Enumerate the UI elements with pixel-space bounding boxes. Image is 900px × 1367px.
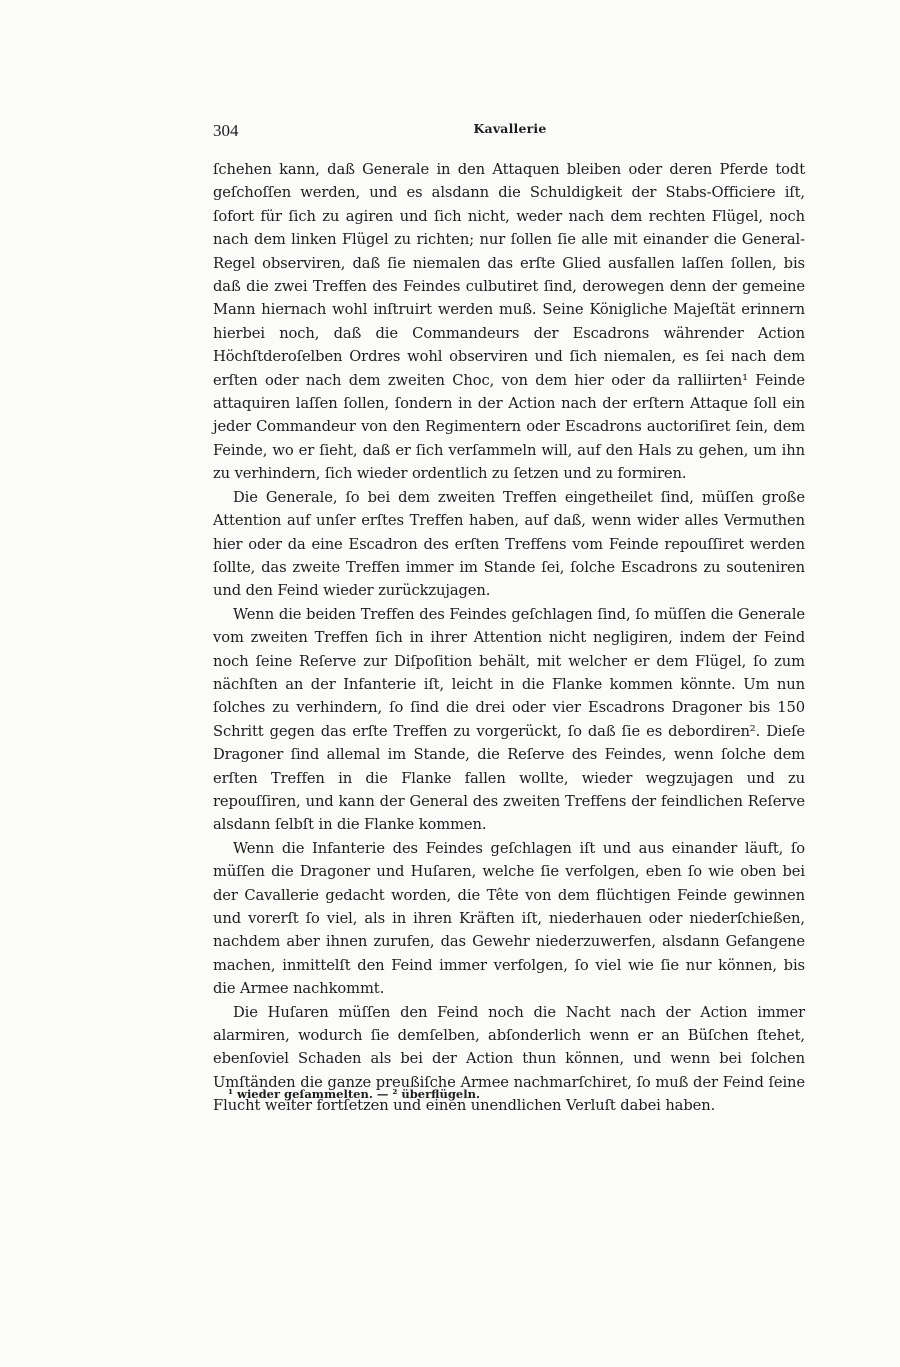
footnotes: ¹ wieder geſammelten. — ² überflügeln.: [228, 1087, 480, 1101]
running-title: [0, 121, 900, 136]
paragraph-4: Wenn die Infanterie des Feindes geſchlagen iſt und aus einander läuft, ſo müſſen die Dragoner und Huſaren, welche ſie verfolgen, eben ſo wie oben bei der Cavallerie gedacht worden, die Tête von dem flüchtigen Feinde gewinnen und vorerſt ſo viel, als in ihren Kräften iſt, niederhauen oder niederſchießen, nachdem aber ihnen zurufen, das Gewehr niederzuwerfen, alsdann Gefangene machen, inmittelſt den Feind immer verfolgen, ſo viel wie ſie nur können, bis die Armee nachkommt.: [213, 839, 805, 998]
body-text: [213, 158, 805, 1118]
paragraph-5: Die Huſaren müſſen den Feind noch die Nacht nach der Action immer alarmiren, wodurch ſie demſelben, abſonderlich wenn er an Büſchen ſtehet, ebenſoviel Schaden als bei der Action thun können, und wenn bei ſolchen Umſtänden die ganze preußiſche Armee nachmarſchiret, ſo muß der Feind ſeine Flucht weiter fortſetzen und einen unendlichen Verluſt dabei haben.: [213, 1003, 805, 1115]
paragraph-1: ſchehen kann, daß Generale in den Attaquen bleiben oder deren Pferde todt geſchoſſen werden, und es alsdann die Schuldigkeit der Stabs-Officiere iſt, ſofort für ſich zu agiren und ſich nicht, weder nach dem rechten Flügel, noch nach dem linken Flügel zu richten; nur ſollen ſie alle mit einander die General-Regel observiren, daß ſie niemalen das erſte Glied ausfallen laſſen ſollen, bis daß die zwei Treffen des Feindes culbutiret ſind, derowegen denn der gemeine Mann hiernach wohl inſtruirt werden muß. Seine Königliche Majeſtät erinnern hierbei noch, daß die Commandeurs der Escadrons währender Action Höchſtderoſelben Ordres wohl observiren und ſich niemalen, es ſei nach dem erſten oder nach dem zweiten Choc, von dem hier oder da ralliirten¹ Feinde attaquiren laſſen ſollen, ſondern in der Action nach der erſtern Attaque ſoll ein jeder Commandeur von den Regimentern oder Escadrons auctoriſiret ſein, dem Feinde, wo er ſieht, daß er ſich verſammeln will, auf den Hals zu gehen, um ihn zu verhindern, ſich wieder ordentlich zu ſetzen und zu formiren.: [213, 161, 805, 483]
paragraph-3: Wenn die beiden Treffen des Feindes geſchlagen ſind, ſo müſſen die Generale vom zweiten Treffen ſich in ihrer Attention nicht negligiren, indem der Feind noch ſeine Reſerve zur Diſpoſition behält, mit welcher er dem Flügel, ſo zum nächſten an der Infanterie iſt, leicht in die Flanke kommen könnte. Um nun ſolches zu verhindern, ſo ſind die drei oder vier Escadrons Dragoner bis 150 Schritt gegen das erſte Treffen zu vorgerückt, ſo daß ſie es debordiren². Dieſe Dragoner ſind allemal im Stande, die Reſerve des Feindes, wenn ſolche dem erſten Treffen in die Flanke fallen wollte, wieder wegzujagen und zu repouſſiren, und kann der General des zweiten Treffens der feindlichen Reſerve alsdann ſelbſt in die Flanke kommen.: [213, 605, 805, 834]
running-title-text: Kavallerie: [473, 121, 547, 136]
paragraph-2: Die Generale, ſo bei dem zweiten Treffen eingetheilet ſind, müſſen große Attention auf unſer erſtes Treffen haben, auf daß, wenn wider alles Vermuthen hier oder da eine Escadron des erſten Treffens vom Feinde repouſſiret werden ſollte, das zweite Treffen immer im Stande ſei, ſolche Escadrons zu souteniren und den Feind wieder zurückzujagen.: [213, 488, 805, 600]
page-number: 304: [213, 121, 239, 140]
